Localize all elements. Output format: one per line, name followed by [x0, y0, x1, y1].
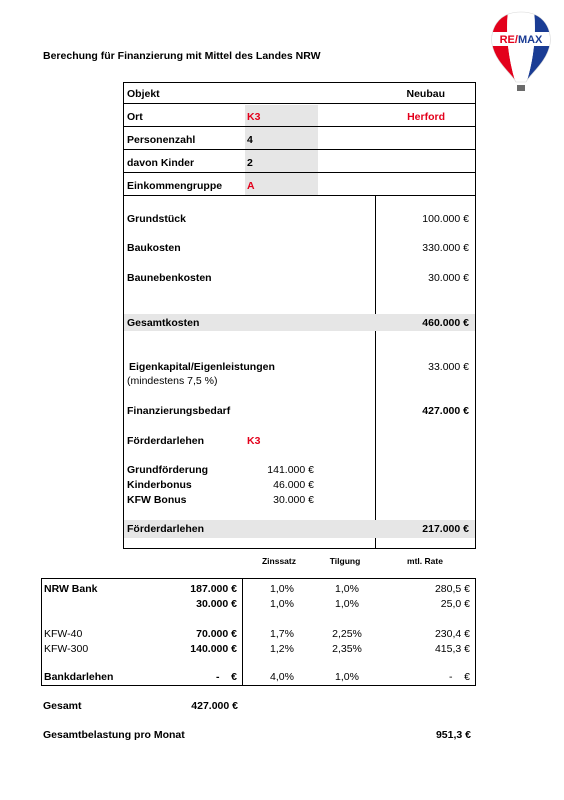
loan-tilgung-3: 2,25% — [332, 628, 362, 640]
label-foerderdarlehen-total: Förderdarlehen — [127, 523, 205, 535]
loan-rate-2: 25,0 € — [440, 598, 470, 610]
value-einkommengruppe: A — [247, 180, 255, 192]
loan-rate-1: 280,5 € — [434, 583, 470, 595]
loan-name-kfw-40: KFW-40 — [44, 628, 83, 640]
label-grundfoerderung: Grundförderung — [127, 464, 209, 476]
label-gesamtbelastung: Gesamtbelastung pro Monat — [43, 729, 185, 741]
label-personenzahl: Personenzahl — [127, 134, 196, 146]
loan-amount-5: - € — [215, 671, 237, 683]
note-eigenkapital: (mindestens 7,5 %) — [127, 375, 218, 387]
label-grundstueck: Grundstück — [127, 213, 186, 225]
value-personenzahl: 4 — [247, 134, 253, 146]
loan-tilgung-5: 1,0% — [335, 671, 359, 683]
loan-rate-5: - € — [448, 671, 470, 683]
value-ort-code: K3 — [247, 111, 261, 123]
loan-zins-4: 1,2% — [270, 643, 294, 655]
value-gesamt: 427.000 € — [191, 700, 238, 712]
col-header-tilgung: Tilgung — [329, 556, 361, 566]
value-baunebenkosten: 30.000 € — [428, 272, 469, 284]
remax-balloon-logo — [488, 10, 554, 94]
label-objekt: Objekt — [127, 88, 160, 100]
loan-amount-4: 140.000 € — [190, 643, 237, 655]
label-finanzierungsbedarf: Finanzierungsbedarf — [127, 405, 231, 417]
loan-amount-1: 187.000 € — [190, 583, 237, 595]
financing-box — [123, 82, 476, 549]
loan-name-nrw-bank: NRW Bank — [44, 583, 98, 595]
value-gesamtbelastung: 951,3 € — [435, 729, 471, 741]
value-gesamtkosten: 460.000 € — [422, 317, 469, 329]
value-objekt: Neubau — [406, 88, 445, 100]
label-einkommengruppe: Einkommengruppe — [127, 180, 223, 192]
loan-amount-2: 30.000 € — [196, 598, 237, 610]
label-kinderbonus: Kinderbonus — [127, 479, 192, 491]
col-header-rate: mtl. Rate — [407, 556, 443, 566]
label-gesamt: Gesamt — [43, 700, 82, 712]
value-grundfoerderung: 141.000 € — [267, 464, 314, 476]
loan-tilgung-1: 1,0% — [335, 583, 359, 595]
value-grundstueck: 100.000 € — [422, 213, 469, 225]
page-title: Berechung für Finanzierung mit Mittel des Landes NRW — [43, 50, 321, 62]
loan-name-bankdarlehen: Bankdarlehen — [44, 671, 114, 683]
value-ort-city: Herford — [407, 111, 445, 123]
loan-tilgung-4: 2,35% — [332, 643, 362, 655]
loan-name-kfw-300: KFW-300 — [44, 643, 89, 655]
label-baunebenkosten: Baunebenkosten — [127, 272, 212, 284]
loan-zins-1: 1,0% — [270, 583, 294, 595]
value-finanzierungsbedarf: 427.000 € — [422, 405, 469, 417]
label-foerderdarlehen: Förderdarlehen — [127, 435, 205, 447]
value-foerderdarlehen-total: 217.000 € — [422, 523, 469, 535]
label-kfw-bonus: KFW Bonus — [127, 494, 187, 506]
loan-zins-3: 1,7% — [270, 628, 294, 640]
logo-text: RE/MAX — [499, 34, 543, 46]
value-kfw-bonus: 30.000 € — [273, 494, 314, 506]
value-kinder: 2 — [247, 157, 253, 169]
value-baukosten: 330.000 € — [422, 242, 469, 254]
label-ort: Ort — [127, 111, 143, 123]
label-baukosten: Baukosten — [127, 242, 181, 254]
loan-rate-3: 230,4 € — [434, 628, 470, 640]
value-eigenkapital: 33.000 € — [428, 361, 469, 373]
loan-zins-5: 4,0% — [270, 671, 294, 683]
loan-tilgung-2: 1,0% — [335, 598, 359, 610]
loans-table — [41, 578, 476, 686]
loan-rate-4: 415,3 € — [434, 643, 470, 655]
loan-amount-3: 70.000 € — [196, 628, 237, 640]
col-header-zinssatz: Zinssatz — [261, 556, 296, 566]
value-kinderbonus: 46.000 € — [273, 479, 314, 491]
loan-zins-2: 1,0% — [270, 598, 294, 610]
label-gesamtkosten: Gesamtkosten — [127, 317, 200, 329]
label-kinder: davon Kinder — [127, 157, 195, 169]
label-eigenkapital: Eigenkapital/Eigenleistungen — [129, 361, 275, 373]
value-foerderdarlehen-code: K3 — [247, 435, 261, 447]
